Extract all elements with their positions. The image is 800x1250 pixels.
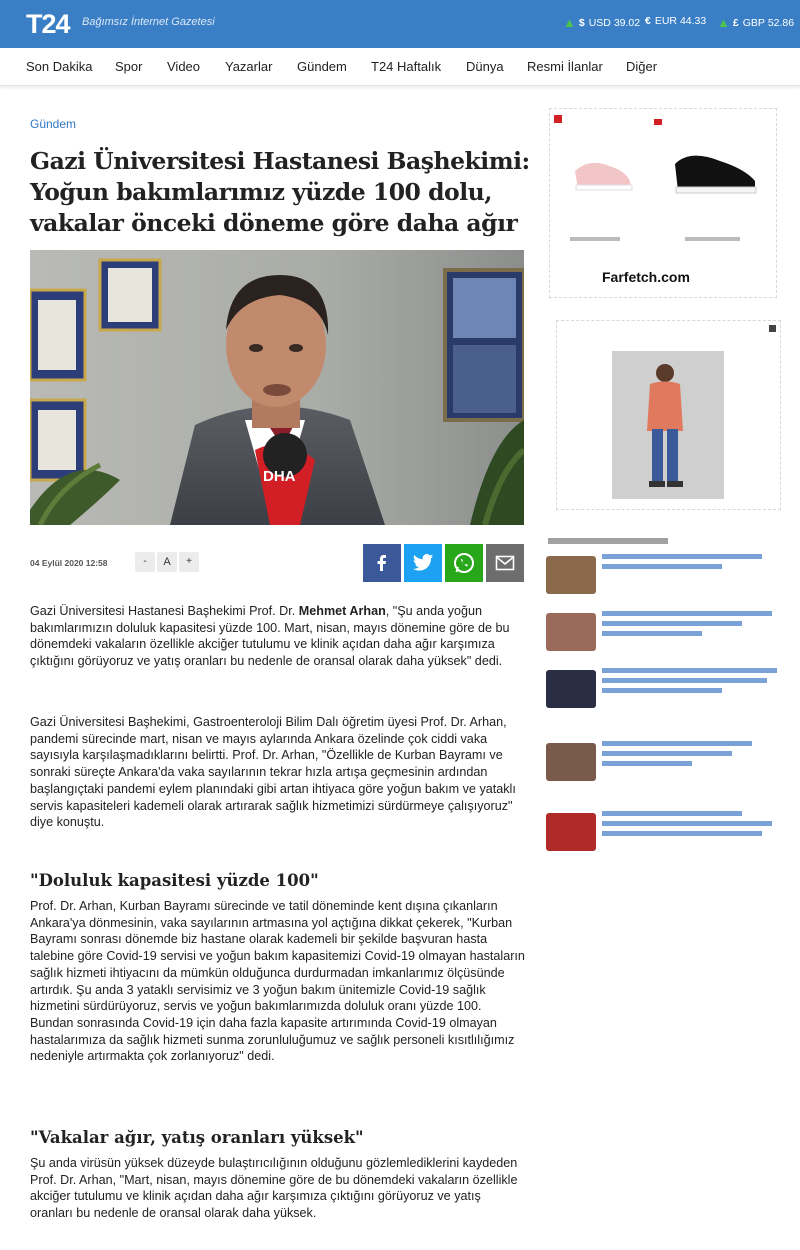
article-paragraph-3: Prof. Dr. Arhan, Kurban Bayramı sürecinde ve tatil döneminde kent dışına çıkanların Ankara'ya dönmesinin, vaka sayılarının artmasına yol açtığına dikkat çekerek, "Kurban Bayramı sonrası dönemde biz hastane olarak kademeli bir şekilde başvuran hasta talebine göre Covid-19 servisi ve yoğun bakım kapasitemizi Covid-19 olmayan hastaların sağlık hizmeti ihtiyacını da mümkün olduğunca durdurmadan imkanlarımız ölçüsünde artırdık. Şu anda 3 yataklı servisimiz ve 3 yoğun bakım ünitemizle Covid-19 sağlık hizmetini sürdürüyoruz, servis ve yoğun bakımlarımızda doluluk oranı yüzde 100. Bundan sonrasında Covid-19 için daha fazla kapasite artırımında Covid-19 olmayan hastalarımıza da sağlık hizmeti sunma zorunluluğumuz ve sağlık personeli kısıtlılığımız nedeniyle artırmakta çok zorlanıyoruz" dedi. (30, 899, 525, 1064)
currency-symbol: € (645, 15, 651, 27)
facebook-icon (372, 553, 392, 573)
main-nav (0, 48, 800, 86)
ad-model-image (557, 321, 780, 509)
sidebar-ad-shoes[interactable] (549, 108, 777, 298)
font-increase-button[interactable]: + (179, 552, 199, 572)
email-icon (495, 555, 515, 571)
sidebar-news-item[interactable] (546, 662, 786, 717)
currency-value: 44.33 (679, 15, 707, 27)
nav-gundem[interactable]: Gündem (297, 59, 347, 74)
article-subheading-2: "Vakalar ağır, yatış oranları yüksek" (30, 1128, 364, 1147)
currency-symbol: £ (732, 16, 739, 29)
nav-video[interactable]: Video (167, 59, 201, 74)
sidebar-news-item[interactable] (546, 548, 786, 603)
font-decrease-button[interactable]: - (135, 552, 155, 572)
site-logo[interactable]: T24 (26, 9, 70, 39)
nav-t24-haftalik[interactable]: T24 Haftalık (371, 59, 442, 74)
share-whatsapp-button[interactable] (445, 544, 483, 582)
news-thumbnail (546, 670, 596, 708)
ad-brand-text: Farfetch.com (602, 269, 690, 285)
news-headline-placeholder (602, 809, 782, 836)
article-hero-image (30, 250, 524, 525)
share-email-button[interactable] (486, 544, 524, 582)
article-paragraph-4: Şu anda virüsün yüksek düzeyde bulaştırıcılığının olduğunu gözlemlediklerini kaydeden Prof. Dr. Arhan, "Mart, nisan, mayıs dönemine göre de bu dönemdeki vakaların özellikle akciğer tutulumu ve klinik açıdan daha ağır karşımıza çıktığını görüyoruz ve yatış oranları bu nedenle de oransal olarak daha yüksek. (30, 1156, 518, 1221)
article-paragraph-1: Gazi Üniversitesi Hastanesi Başhekimi Prof. Dr. Mehmet Arhan, "Şu anda yoğun bakımlarımızın doluluk kapasitesi yüzde 100. Mart, nisan, mayıs dönemine göre de bu dönemdeki vakaların özellikle akciğer tutulumu ve klinik açıdan daha ağır karşımıza çıktığını görüyoruz ve yatış oranları bu nedenle de oransal olarak daha yüksek" dedi. (30, 604, 510, 669)
share-twitter-button[interactable] (404, 544, 442, 582)
nav-son-dakika[interactable]: Son Dakika (26, 59, 93, 74)
news-headline-placeholder (602, 609, 782, 636)
nav-dunya[interactable]: Dünya (466, 59, 504, 74)
whatsapp-icon (452, 551, 476, 575)
font-size-controls (135, 552, 201, 572)
nav-diger[interactable]: Diğer (626, 59, 658, 74)
currency-gbp[interactable] (717, 15, 794, 30)
currency-usd[interactable] (563, 15, 640, 30)
currency-value: 52.86 (767, 16, 795, 29)
news-headline-placeholder (602, 552, 782, 574)
article-title: Gazi Üniversitesi Hastanesi Başhekimi: Yoğun bakımlarımız yüzde 100 dolu, vakalar önceki döneme göre daha ağır (30, 147, 530, 237)
nav-resmi-ilanlar[interactable]: Resmi İlanlar (527, 59, 603, 74)
sidebar-ad-fashion[interactable] (556, 320, 781, 510)
nav-yazarlar[interactable]: Yazarlar (225, 59, 273, 74)
font-label: A (157, 552, 177, 572)
sidebar-news-heading-bar (548, 538, 668, 544)
sidebar-news-item[interactable] (546, 605, 786, 660)
site-tagline: Bağımsız İnternet Gazetesi (82, 16, 215, 28)
news-headline-placeholder (602, 666, 782, 693)
microphone-logo: DHA (263, 468, 296, 485)
article-subheading-1: "Doluluk kapasitesi yüzde 100" (30, 871, 319, 890)
trend-up-icon: ▲ (717, 15, 730, 30)
article-paragraph-2: Gazi Üniversitesi Başhekimi, Gastroenteroloji Bilim Dalı öğretim üyesi Prof. Dr. Arhan, pandemi sürecinde mart, nisan ve mayıs aylarında Ankara özelinde çok ciddi vaka sayısıyla karşılaşmadıklarını belirtti. Prof. Dr. Arhan, "Özellikle de Kurban Bayramı ve sonraki süreçte Ankara'da vaka sayılarının tekrar hızla artışa geçmesinin ardından başlangıçtaki pandemi eylem planındaki gibi artan ihtiyaca göre yoğun bakım ve yataklı servis kapasiteleri kademeli olarak artırarak sağlık hizmetimizi sürdürmeye çalışıyoruz" diye konuştu. (30, 715, 516, 830)
sidebar-news-item[interactable] (546, 735, 786, 790)
currency-code: GBP (742, 16, 765, 29)
currency-code: USD (588, 16, 611, 29)
trend-up-icon: ▲ (563, 15, 576, 30)
article-date: 04 Eylül 2020 12:58 (30, 558, 108, 568)
top-bar (0, 0, 800, 48)
currency-eur[interactable] (645, 15, 706, 27)
news-headline-placeholder (602, 739, 782, 766)
news-thumbnail (546, 613, 596, 651)
news-thumbnail (546, 743, 596, 781)
article-meta-bar (30, 544, 524, 582)
person-name: Mehmet Arhan (298, 604, 386, 618)
currency-code: EUR (654, 15, 678, 27)
currency-value: 39.02 (613, 16, 641, 29)
share-facebook-button[interactable] (363, 544, 401, 582)
news-thumbnail (546, 813, 596, 851)
currency-symbol: $ (578, 16, 585, 29)
article-category[interactable]: Gündem (30, 117, 77, 131)
twitter-icon (412, 553, 434, 573)
sidebar-news-item[interactable] (546, 805, 786, 860)
nav-spor[interactable]: Spor (115, 59, 143, 74)
news-thumbnail (546, 556, 596, 594)
